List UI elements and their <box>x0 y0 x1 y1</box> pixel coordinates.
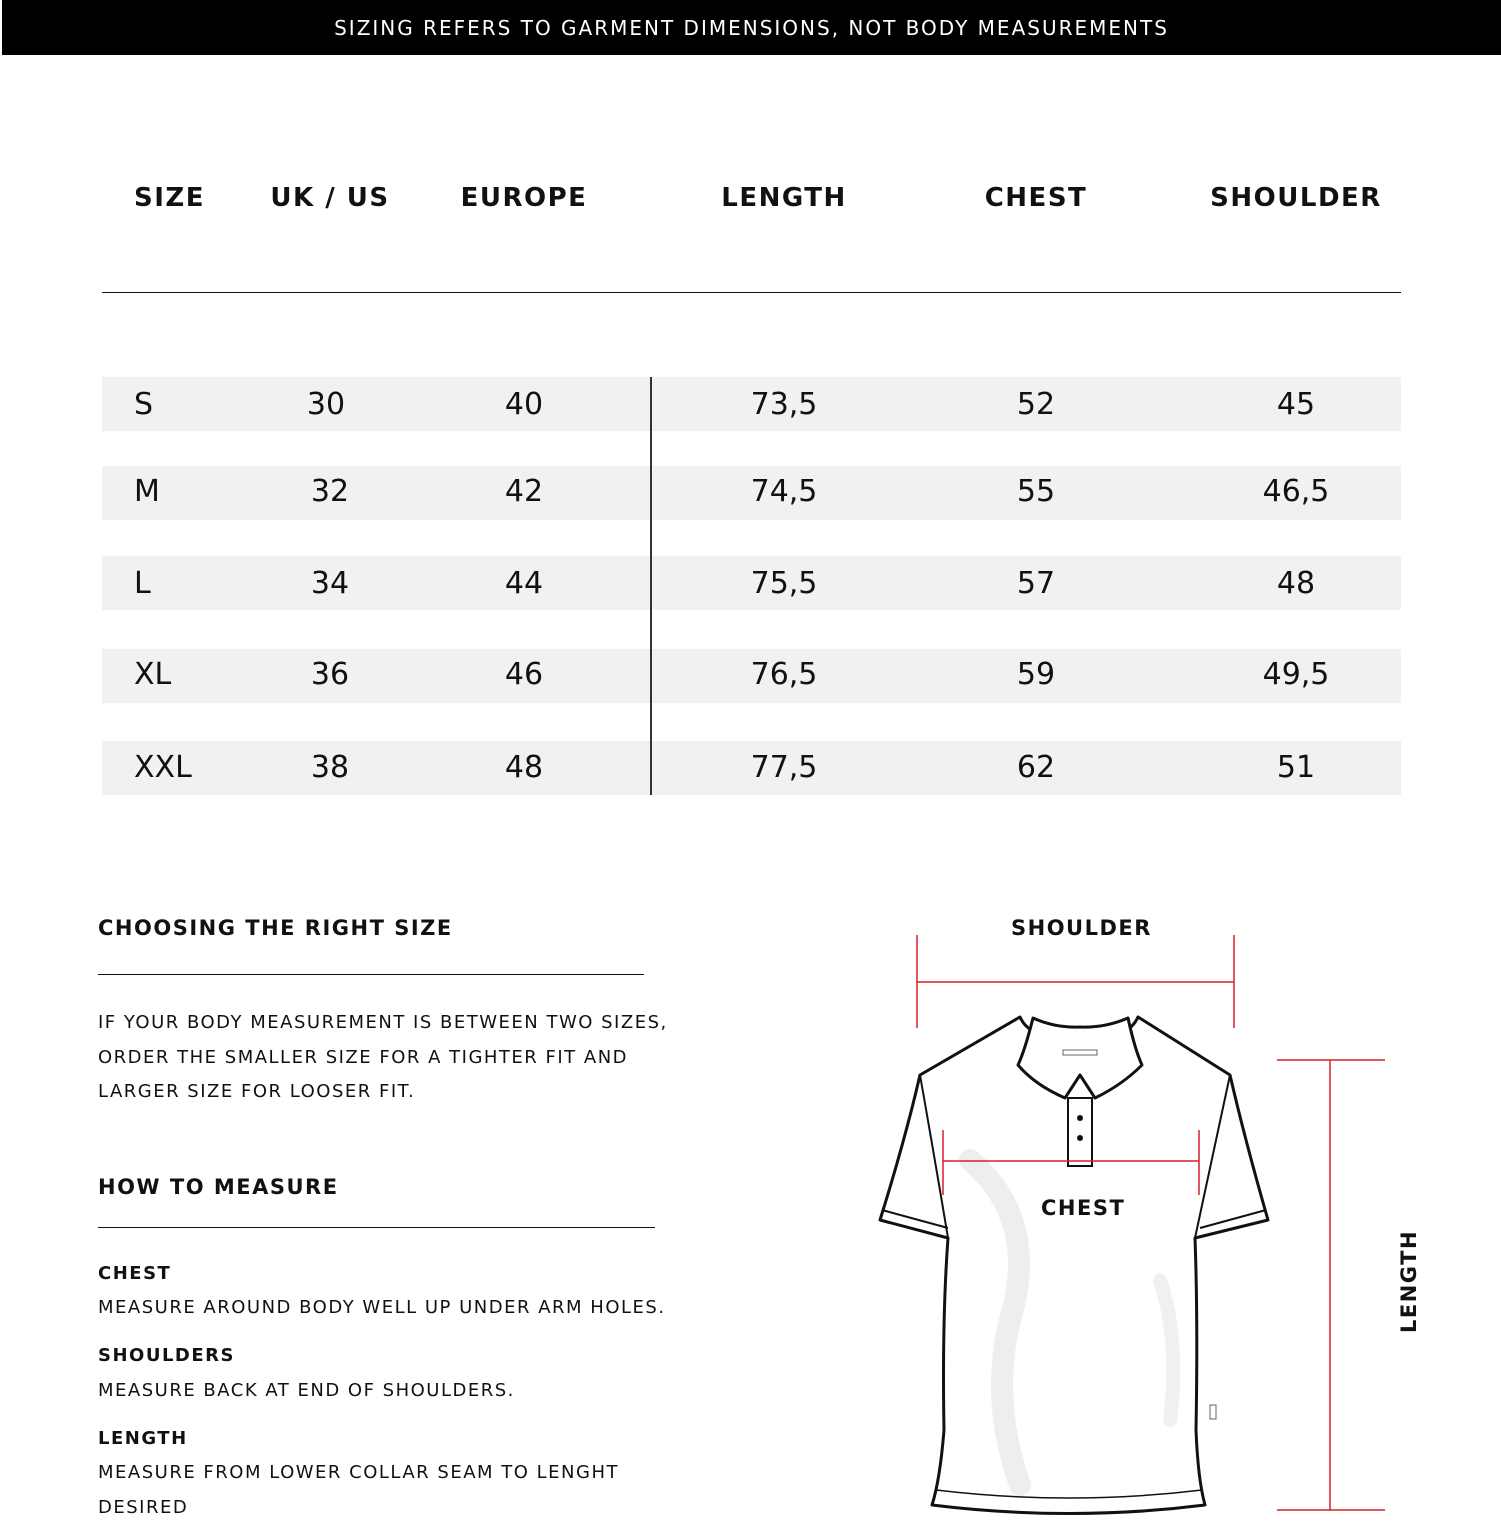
cell-chest: 55 <box>1016 474 1056 509</box>
length-label: LENGTH <box>1397 1229 1421 1333</box>
cell-size: S <box>134 387 154 422</box>
cell-shoulder: 51 <box>1276 750 1316 785</box>
cell-shoulder: 46,5 <box>1262 474 1330 509</box>
cell-europe: 46 <box>504 657 544 692</box>
cell-uk-us: 32 <box>310 474 350 509</box>
choosing-line: IF YOUR BODY MEASUREMENT IS BETWEEN TWO SIZES, <box>98 1012 668 1033</box>
neck-label <box>1063 1050 1097 1055</box>
shoulders-text: MEASURE BACK AT END OF SHOULDERS. <box>98 1380 515 1401</box>
header-uk-us: UK / US <box>270 183 390 213</box>
header-length: LENGTH <box>721 183 847 213</box>
side-tag <box>1210 1405 1216 1419</box>
chest-label: CHEST <box>1041 1196 1126 1220</box>
cell-shoulder: 45 <box>1276 387 1316 422</box>
cell-europe: 42 <box>504 474 544 509</box>
cell-europe: 48 <box>504 750 544 785</box>
cell-uk-us: 36 <box>310 657 350 692</box>
choosing-line: ORDER THE SMALLER SIZE FOR A TIGHTER FIT AND <box>98 1046 629 1068</box>
cell-shoulder: 48 <box>1276 566 1316 601</box>
button <box>1077 1135 1083 1141</box>
cell-length: 74,5 <box>750 474 818 509</box>
polo-shirt-outline <box>880 1017 1268 1514</box>
measure-divider <box>98 1227 655 1228</box>
measure-title: HOW TO MEASURE <box>98 1175 339 1199</box>
cell-length: 75,5 <box>750 566 818 601</box>
choosing-text <box>98 1006 678 1110</box>
cell-uk-us: 34 <box>310 566 350 601</box>
header-chest: CHEST <box>984 183 1088 213</box>
cell-size: L <box>134 566 151 601</box>
polo-diagram <box>860 900 1440 1525</box>
header-size: SIZE <box>134 183 206 213</box>
cell-chest: 62 <box>1016 750 1056 785</box>
cell-size: M <box>134 474 160 509</box>
length-text-continued: DESIRED <box>98 1497 189 1518</box>
top-banner: SIZING REFERS TO GARMENT DIMENSIONS, NOT BODY MEASUREMENTS <box>2 0 1501 55</box>
column-divider <box>650 377 652 795</box>
length-text: MEASURE FROM LOWER COLLAR SEAM TO LENGHT <box>98 1462 619 1483</box>
choosing-line: LARGER SIZE FOR LOOSER FIT. <box>98 1081 416 1102</box>
chest-text: MEASURE AROUND BODY WELL UP UNDER ARM HOLES. <box>98 1297 666 1318</box>
chest-title: CHEST <box>98 1263 172 1284</box>
cell-size: XXL <box>134 750 192 785</box>
cell-length: 73,5 <box>750 387 818 422</box>
cell-uk-us: 30 <box>306 387 346 422</box>
button <box>1077 1115 1083 1121</box>
polo-placket <box>1068 1098 1092 1166</box>
cell-length: 76,5 <box>750 657 818 692</box>
header-divider <box>102 292 1401 293</box>
cell-chest: 59 <box>1016 657 1056 692</box>
cell-europe: 40 <box>504 387 544 422</box>
shoulder-label: SHOULDER <box>1011 916 1152 940</box>
cell-chest: 57 <box>1016 566 1056 601</box>
cell-europe: 44 <box>504 566 544 601</box>
cell-uk-us: 38 <box>310 750 350 785</box>
length-title: LENGTH <box>98 1428 188 1449</box>
polo-shirt-illustration <box>860 900 1440 1525</box>
header-europe: EUROPE <box>460 183 588 213</box>
cell-chest: 52 <box>1016 387 1056 422</box>
cell-shoulder: 49,5 <box>1262 657 1330 692</box>
shoulders-title: SHOULDERS <box>98 1345 235 1366</box>
cell-size: XL <box>134 657 172 692</box>
cell-length: 77,5 <box>750 750 818 785</box>
choosing-title: CHOOSING THE RIGHT SIZE <box>98 916 453 940</box>
choosing-divider <box>98 974 644 975</box>
header-shoulder: SHOULDER <box>1210 183 1382 213</box>
